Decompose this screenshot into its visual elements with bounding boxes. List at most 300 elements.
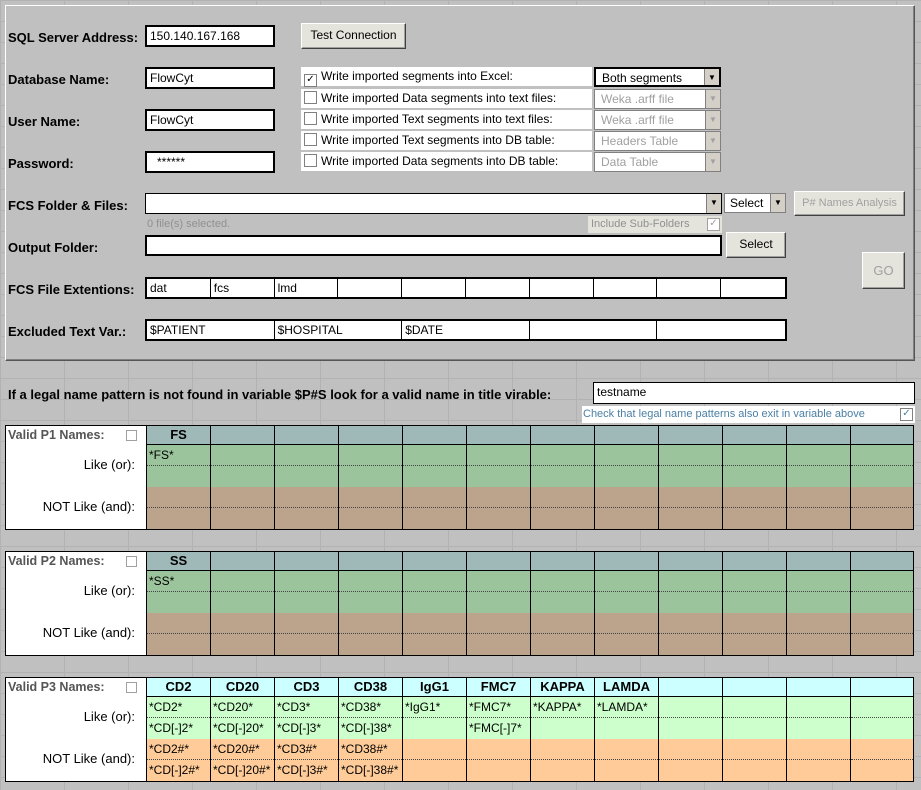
extension-cell[interactable] xyxy=(657,279,721,297)
p3-like-cell[interactable] xyxy=(595,697,659,739)
p1-notlike-value xyxy=(787,508,850,529)
p2-header-cell[interactable] xyxy=(851,552,913,570)
p3-like-cell[interactable] xyxy=(531,697,595,739)
p2-notlike-label: NOT Like (and): xyxy=(42,625,135,640)
p2-like-value: *SS* xyxy=(147,571,210,592)
p2-header-cell[interactable]: SS xyxy=(147,552,211,570)
p1-notlike-value xyxy=(723,487,786,508)
p3-notlike-cell[interactable] xyxy=(467,739,531,781)
output-option-combo-value: Both segments xyxy=(602,71,683,85)
select-files-combo[interactable] xyxy=(724,193,786,213)
p3-like-value xyxy=(403,718,466,739)
p3-notlike-cell[interactable] xyxy=(595,739,659,781)
server-label: SQL Server Address: xyxy=(8,30,139,45)
p1-notlike-value xyxy=(595,508,658,529)
p1-like-cell[interactable] xyxy=(467,445,531,487)
password-input[interactable]: ****** xyxy=(145,151,275,173)
select-files-dropdown-icon[interactable]: ▼ xyxy=(770,194,785,212)
p2-notlike-value xyxy=(595,634,658,655)
p1-header-cell[interactable] xyxy=(275,426,339,444)
p1-header-cell[interactable] xyxy=(403,426,467,444)
p1-notlike-cell[interactable] xyxy=(531,487,595,529)
p1-like-cell[interactable] xyxy=(275,445,339,487)
p1-notlike-value xyxy=(659,487,722,508)
p3-notlike-value: *CD[-]2#* xyxy=(149,763,200,777)
p3-notlike-value xyxy=(403,739,466,760)
p1-notlike-value xyxy=(403,487,466,508)
p2-notlike-value xyxy=(659,634,722,655)
output-option-1[interactable] xyxy=(301,67,592,86)
p1-enable-checkbox[interactable] xyxy=(126,430,137,441)
p3-like-row xyxy=(146,697,914,740)
p1-like-value xyxy=(403,445,466,466)
p2-header-cell[interactable] xyxy=(531,552,595,570)
p1-notlike-cell[interactable] xyxy=(595,487,659,529)
p2-like-cell[interactable] xyxy=(787,571,851,613)
p3-notlike-value: *CD[-]38#* xyxy=(341,763,399,777)
p2-like-cell[interactable] xyxy=(339,571,403,613)
excluded-label: Excluded Text Var.: xyxy=(8,324,127,339)
excluded-cell[interactable] xyxy=(530,321,658,339)
p3-notlike-value xyxy=(851,739,913,760)
excluded-cell[interactable] xyxy=(657,321,785,339)
p1-like-value xyxy=(531,466,594,487)
p2-notlike-cell[interactable] xyxy=(403,613,467,655)
p3-like-value: *CD20* xyxy=(211,697,274,718)
p1-header-cell[interactable] xyxy=(723,426,787,444)
p3-notlike-label: NOT Like (and): xyxy=(42,751,135,766)
output-option-combo[interactable] xyxy=(594,67,721,87)
p2-notlike-cell[interactable] xyxy=(275,613,339,655)
p2-like-cell[interactable] xyxy=(403,571,467,613)
output-option-combo[interactable] xyxy=(594,131,721,151)
p1-like-cell[interactable] xyxy=(211,445,275,487)
p2-notlike-value xyxy=(275,613,338,634)
p1-like-cell[interactable] xyxy=(787,445,851,487)
p1-header-cell[interactable] xyxy=(659,426,723,444)
p3-notlike-value xyxy=(467,739,530,760)
p2-notlike-cell[interactable] xyxy=(147,613,211,655)
output-option-3[interactable] xyxy=(301,110,592,129)
p1-title: Valid P1 Names: xyxy=(8,428,105,442)
p3-header-cell[interactable] xyxy=(659,678,723,696)
p1-header-cell[interactable]: FS xyxy=(147,426,211,444)
p1-header-cell[interactable] xyxy=(211,426,275,444)
p3-notlike-cell[interactable] xyxy=(147,739,211,781)
p1-like-value xyxy=(467,466,530,487)
p3-notlike-cell[interactable] xyxy=(787,739,851,781)
legal-check-option[interactable] xyxy=(582,406,915,423)
output-folder-input[interactable] xyxy=(145,235,722,256)
p1-notlike-cell[interactable] xyxy=(403,487,467,529)
p2-notlike-cell[interactable] xyxy=(787,613,851,655)
username-input[interactable]: FlowCyt xyxy=(145,109,275,131)
p2-like-value xyxy=(211,571,274,592)
p2-header-cell[interactable] xyxy=(787,552,851,570)
p2-like-value xyxy=(851,592,913,613)
p3-like-value xyxy=(723,697,786,718)
p3-notlike-value xyxy=(851,760,913,781)
p1-header-cell[interactable] xyxy=(467,426,531,444)
p1-like-value xyxy=(275,445,338,466)
p3-like-value: *CD38* xyxy=(339,697,402,718)
p3-notlike-value: *CD3#* xyxy=(275,739,338,760)
p2-header-cell[interactable] xyxy=(723,552,787,570)
p3-notlike-value xyxy=(723,760,786,781)
p2-like-value xyxy=(275,571,338,592)
chevron-down-icon[interactable]: ▼ xyxy=(705,153,720,171)
p3-enable-checkbox[interactable] xyxy=(126,682,137,693)
p1-header-cell[interactable] xyxy=(531,426,595,444)
output-option-combo[interactable] xyxy=(594,89,721,109)
extension-cell[interactable]: fcs xyxy=(211,279,275,297)
p3-header-cell[interactable]: LAMDA xyxy=(595,678,659,696)
p3-like-cell[interactable] xyxy=(787,697,851,739)
extension-cell[interactable] xyxy=(466,279,530,297)
p3-like-value: *CD[-]20* xyxy=(213,721,264,735)
p2-notlike-cell[interactable] xyxy=(595,613,659,655)
extension-cell[interactable]: lmd xyxy=(275,279,339,297)
extension-cell[interactable]: dat xyxy=(147,279,211,297)
p2-like-row xyxy=(146,571,914,614)
p1-like-cell[interactable] xyxy=(339,445,403,487)
output-option-combo-value: Weka .arff file xyxy=(601,113,674,127)
p2-header-cell[interactable] xyxy=(595,552,659,570)
p1-notlike-value xyxy=(659,508,722,529)
p1-like-value xyxy=(851,445,913,466)
p3-notlike-value xyxy=(787,760,850,781)
p2-notlike-cell[interactable] xyxy=(531,613,595,655)
p3-notlike-value: *CD38#* xyxy=(339,739,402,760)
p2-notlike-value xyxy=(851,634,913,655)
p1-like-cell[interactable] xyxy=(147,445,211,487)
p1-notlike-label: NOT Like (and): xyxy=(42,499,135,514)
output-option-checkbox[interactable] xyxy=(304,112,317,125)
p2-header-cell[interactable] xyxy=(339,552,403,570)
output-option-checkbox[interactable] xyxy=(304,133,317,146)
p2-notlike-value xyxy=(339,634,402,655)
p3-like-cell[interactable] xyxy=(275,697,339,739)
p1-notlike-cell[interactable] xyxy=(211,487,275,529)
p1-notlike-value xyxy=(723,508,786,529)
p3-like-cell[interactable] xyxy=(467,697,531,739)
p1-notlike-value xyxy=(595,487,658,508)
p2-header-cell[interactable] xyxy=(403,552,467,570)
p3-like-value: *FMC[-]7* xyxy=(469,721,522,735)
p3-like-cell[interactable] xyxy=(211,697,275,739)
p3-notlike-value xyxy=(787,739,850,760)
p2-header-cell[interactable] xyxy=(275,552,339,570)
p1-header-cell[interactable] xyxy=(339,426,403,444)
p1-notlike-cell[interactable] xyxy=(275,487,339,529)
p3-notlike-value xyxy=(531,760,594,781)
p2-like-value xyxy=(723,571,786,592)
p2-like-value xyxy=(211,592,274,613)
include-subfolders-checkbox[interactable]: ✓ xyxy=(707,218,720,231)
p2-notlike-value xyxy=(211,613,274,634)
p3-notlike-cell[interactable] xyxy=(659,739,723,781)
p2-like-value xyxy=(403,592,466,613)
p1-header-row xyxy=(146,425,914,445)
p2-notlike-value xyxy=(723,634,786,655)
p1-like-cell[interactable] xyxy=(659,445,723,487)
p1-like-cell[interactable] xyxy=(851,445,913,487)
extension-cell[interactable] xyxy=(338,279,402,297)
p1-like-value xyxy=(723,466,786,487)
output-option-combo-value: Data Table xyxy=(601,155,659,169)
p3-notlike-value: *CD[-]3#* xyxy=(277,763,328,777)
extension-cell[interactable] xyxy=(594,279,658,297)
p1-notlike-value xyxy=(147,508,210,529)
output-option-combo[interactable] xyxy=(594,110,721,130)
p2-like-value xyxy=(595,571,658,592)
excluded-cell[interactable]: $PATIENT xyxy=(147,321,275,339)
p2-like-cell[interactable] xyxy=(595,571,659,613)
output-option-5[interactable] xyxy=(301,152,592,171)
fcs-folder-dropdown-icon[interactable]: ▼ xyxy=(706,194,721,213)
p1-header-cell[interactable] xyxy=(851,426,913,444)
excluded-row xyxy=(145,319,787,341)
p3-like-value: *CD3* xyxy=(275,697,338,718)
p2-notlike-value xyxy=(275,634,338,655)
p2-like-cell[interactable] xyxy=(723,571,787,613)
excluded-cell[interactable]: $DATE xyxy=(402,321,530,339)
p3-header-cell[interactable]: IgG1 xyxy=(403,678,467,696)
p3-notlike-cell[interactable] xyxy=(275,739,339,781)
p3-like-value: *CD[-]2* xyxy=(149,721,194,735)
p2-notlike-value xyxy=(467,613,530,634)
p3-like-cell[interactable] xyxy=(339,697,403,739)
p1-header-cell[interactable] xyxy=(595,426,659,444)
p3-notlike-value xyxy=(659,760,722,781)
p1-notlike-value xyxy=(531,487,594,508)
extensions-row xyxy=(145,277,787,299)
test-connection-button[interactable]: Test Connection xyxy=(301,23,406,49)
p1-like-cell[interactable] xyxy=(531,445,595,487)
p3-header-cell[interactable] xyxy=(851,678,913,696)
p2-like-cell[interactable] xyxy=(851,571,913,613)
p1-notlike-value xyxy=(787,487,850,508)
output-option-combo[interactable] xyxy=(594,152,721,172)
p3-like-cell[interactable] xyxy=(659,697,723,739)
p1-like-cell[interactable] xyxy=(595,445,659,487)
p3-like-value xyxy=(723,718,786,739)
p2-like-value xyxy=(467,571,530,592)
output-option-label: Write imported Text segments into DB table: xyxy=(321,133,555,147)
p1-like-value xyxy=(851,466,913,487)
p2-like-value xyxy=(339,571,402,592)
p1-like-value xyxy=(275,466,338,487)
p2-like-cell[interactable] xyxy=(467,571,531,613)
p2-notlike-value xyxy=(403,634,466,655)
p2-like-cell[interactable] xyxy=(659,571,723,613)
p3-header-cell[interactable] xyxy=(787,678,851,696)
p2-header-cell[interactable] xyxy=(211,552,275,570)
p1-notlike-cell[interactable] xyxy=(659,487,723,529)
p3-like-cell[interactable] xyxy=(147,697,211,739)
p2-notlike-cell[interactable] xyxy=(723,613,787,655)
database-input[interactable]: FlowCyt xyxy=(145,67,275,89)
p3-header-cell[interactable]: FMC7 xyxy=(467,678,531,696)
output-option-combo-value: Headers Table xyxy=(601,134,679,148)
p2-notlike-value xyxy=(147,613,210,634)
p1-header-cell[interactable] xyxy=(787,426,851,444)
p1-notlike-cell[interactable] xyxy=(147,487,211,529)
p3-notlike-row xyxy=(146,739,914,782)
database-label: Database Name: xyxy=(8,72,110,87)
include-subfolders-option[interactable] xyxy=(588,216,722,233)
p1-notlike-value xyxy=(275,508,338,529)
p1-notlike-value xyxy=(851,487,913,508)
p3-like-value xyxy=(531,718,594,739)
extensions-label: FCS File Extentions: xyxy=(8,282,135,297)
p2-enable-checkbox[interactable] xyxy=(126,556,137,567)
p1-like-value xyxy=(211,445,274,466)
names-analysis-button[interactable]: P# Names Analysis xyxy=(794,191,905,216)
p2-like-value xyxy=(595,592,658,613)
p3-like-value: *CD[-]3* xyxy=(277,721,322,735)
p3-like-cell[interactable] xyxy=(851,697,913,739)
p3-notlike-cell[interactable] xyxy=(403,739,467,781)
p3-notlike-cell[interactable] xyxy=(531,739,595,781)
p3-title: Valid P3 Names: xyxy=(8,680,105,694)
p3-like-cell[interactable] xyxy=(723,697,787,739)
p2-notlike-value xyxy=(787,634,850,655)
p2-notlike-value xyxy=(467,634,530,655)
server-address-input[interactable]: 150.140.167.168 xyxy=(145,25,275,47)
p2-notlike-cell[interactable] xyxy=(467,613,531,655)
p1-like-value xyxy=(723,445,786,466)
chevron-down-icon[interactable]: ▼ xyxy=(704,69,719,85)
p1-like-label: Like (or): xyxy=(83,457,135,472)
p3-like-value xyxy=(851,718,913,739)
p3-like-value: *LAMDA* xyxy=(595,697,658,718)
output-option-label: Write imported segments into Excel: xyxy=(321,69,513,83)
title-variable-input[interactable]: testname xyxy=(593,382,915,404)
p1-like-value xyxy=(467,445,530,466)
p2-notlike-value xyxy=(147,634,210,655)
p2-like-cell[interactable] xyxy=(211,571,275,613)
p1-like-value xyxy=(531,445,594,466)
p1-like-cell[interactable] xyxy=(403,445,467,487)
p1-notlike-value xyxy=(275,487,338,508)
p3-notlike-value xyxy=(467,760,530,781)
p2-title: Valid P2 Names: xyxy=(8,554,105,568)
p3-notlike-cell[interactable] xyxy=(851,739,913,781)
p2-like-value xyxy=(787,571,850,592)
p3-header-cell[interactable]: CD2 xyxy=(147,678,211,696)
p3-header-cell[interactable]: CD3 xyxy=(275,678,339,696)
p3-like-value: *FMC7* xyxy=(467,697,530,718)
p3-notlike-cell[interactable] xyxy=(723,739,787,781)
p2-header-cell[interactable] xyxy=(467,552,531,570)
p2-like-label: Like (or): xyxy=(83,583,135,598)
p1-notlike-cell[interactable] xyxy=(851,487,913,529)
legal-pattern-text: If a legal name pattern is not found in variable $P#S look for a valid name in title virable: xyxy=(8,387,552,402)
p1-like-value xyxy=(147,466,210,487)
p3-like-value xyxy=(787,718,850,739)
chevron-down-icon[interactable]: ▼ xyxy=(705,111,720,129)
p1-notlike-value xyxy=(851,508,913,529)
p2-like-cell[interactable] xyxy=(275,571,339,613)
p2-like-value xyxy=(275,592,338,613)
output-option-checkbox[interactable] xyxy=(304,91,317,104)
p2-notlike-value xyxy=(531,613,594,634)
p2-notlike-cell[interactable] xyxy=(851,613,913,655)
output-option-combo-value: Weka .arff file xyxy=(601,92,674,106)
p2-notlike-value xyxy=(723,613,786,634)
p2-like-cell[interactable] xyxy=(147,571,211,613)
p2-notlike-value xyxy=(595,613,658,634)
output-option-label: Write imported Text segments into text files: xyxy=(321,112,553,126)
output-select-button[interactable]: Select xyxy=(726,232,786,258)
p3-notlike-value xyxy=(659,739,722,760)
p1-like-value xyxy=(659,466,722,487)
output-option-checkbox[interactable]: ✓ xyxy=(304,74,317,87)
p3-header-cell[interactable]: CD20 xyxy=(211,678,275,696)
p2-notlike-cell[interactable] xyxy=(659,613,723,655)
output-option-4[interactable] xyxy=(301,131,592,150)
p1-notlike-cell[interactable] xyxy=(339,487,403,529)
go-button[interactable]: GO xyxy=(862,252,905,289)
p3-like-value: *CD[-]38* xyxy=(341,721,392,735)
legal-check-label: Check that legal name patterns also exit in variable above xyxy=(583,408,865,420)
p2-notlike-cell[interactable] xyxy=(211,613,275,655)
p2-notlike-cell[interactable] xyxy=(339,613,403,655)
p1-notlike-cell[interactable] xyxy=(467,487,531,529)
p1-notlike-value xyxy=(467,508,530,529)
p3-header-cell[interactable] xyxy=(723,678,787,696)
extension-cell[interactable] xyxy=(402,279,466,297)
p1-notlike-row xyxy=(146,487,914,530)
p3-like-cell[interactable] xyxy=(403,697,467,739)
output-option-checkbox[interactable] xyxy=(304,154,317,167)
output-option-2[interactable] xyxy=(301,89,592,108)
p3-notlike-cell[interactable] xyxy=(339,739,403,781)
p3-notlike-cell[interactable] xyxy=(211,739,275,781)
fcs-folder-combo[interactable] xyxy=(145,193,722,214)
output-option-label: Write imported Data segments into DB table: xyxy=(321,154,559,168)
p1-like-row xyxy=(146,445,914,488)
legal-check-checkbox[interactable]: ✓ xyxy=(900,408,913,421)
p1-like-value xyxy=(403,466,466,487)
p2-notlike-row xyxy=(146,613,914,656)
p2-like-value xyxy=(147,592,210,613)
p2-like-cell[interactable] xyxy=(531,571,595,613)
p3-like-value: *CD2* xyxy=(147,697,210,718)
p3-header-cell[interactable]: CD38 xyxy=(339,678,403,696)
extension-cell[interactable] xyxy=(530,279,594,297)
p3-header-cell[interactable]: KAPPA xyxy=(531,678,595,696)
p2-notlike-value xyxy=(403,613,466,634)
extension-cell[interactable] xyxy=(721,279,785,297)
chevron-down-icon[interactable]: ▼ xyxy=(705,90,720,108)
excluded-cell[interactable]: $HOSPITAL xyxy=(275,321,403,339)
p3-like-value xyxy=(659,718,722,739)
p3-like-value xyxy=(787,697,850,718)
p2-like-value xyxy=(531,592,594,613)
p1-notlike-value xyxy=(531,508,594,529)
p1-like-cell[interactable] xyxy=(723,445,787,487)
p1-notlike-cell[interactable] xyxy=(723,487,787,529)
chevron-down-icon[interactable]: ▼ xyxy=(705,132,720,150)
p2-header-cell[interactable] xyxy=(659,552,723,570)
p1-notlike-cell[interactable] xyxy=(787,487,851,529)
p3-header-row xyxy=(146,677,914,697)
p1-like-value xyxy=(211,466,274,487)
p2-like-value xyxy=(659,592,722,613)
p3-notlike-value xyxy=(403,760,466,781)
